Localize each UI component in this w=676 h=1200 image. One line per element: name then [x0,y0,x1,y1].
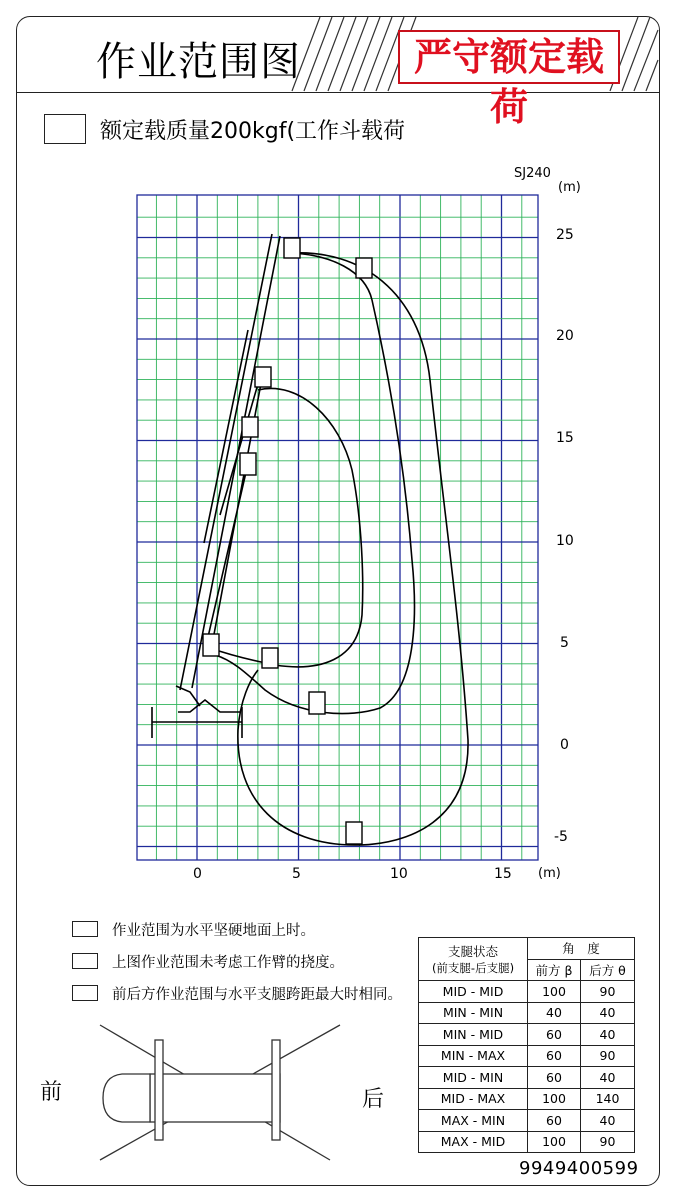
table-row: MAX - MID 100 90 [419,1131,635,1153]
y-tick-minus5: -5 [554,829,568,845]
front-label: 前 [40,1080,63,1105]
table-row: MID - MAX 100 140 [419,1088,635,1110]
table-header-angle: 角 度 [528,938,635,960]
outrigger-angle-table [418,937,635,1153]
warning-badge: 严守额定载荷 [398,30,620,84]
x-tick-5: 5 [292,866,301,882]
rated-load-label: 额定载质量200kgf(工作斗载荷 [100,119,406,144]
page-title: 作业范围图 [96,39,301,85]
table-row: MIN - MAX 60 90 [419,1045,635,1067]
table-row: MID - MIN 60 40 [419,1067,635,1089]
table-row: MIN - MIN 40 40 [419,1002,635,1024]
y-tick-15: 15 [556,430,574,446]
note-1: 作业范围为水平坚硬地面上时。 [112,923,315,939]
table-row: MID - MID 100 90 [419,981,635,1003]
table-header-front: 前方 β [528,959,581,981]
rear-label: 后 [362,1087,385,1112]
table-header-rear: 后方 θ [581,959,635,981]
y-unit-label: (m) [558,180,581,195]
y-tick-20: 20 [556,328,574,344]
y-tick-10: 10 [556,533,574,549]
y-tick-25: 25 [556,227,574,243]
table-header-state: 支腿状态 (前支腿-后支腿) [419,938,528,981]
note-3: 前后方作业范围与水平支腿跨距最大时相同。 [112,987,402,1003]
x-unit-label: (m) [538,866,561,881]
x-tick-0: 0 [193,866,202,882]
y-tick-0: 0 [560,737,569,753]
x-tick-15: 15 [494,866,512,882]
table-row: MIN - MID 60 40 [419,1024,635,1046]
y-tick-5: 5 [560,635,569,651]
model-label: SJ240 [514,166,551,181]
note-2: 上图作业范围未考虑工作臂的挠度。 [112,955,344,971]
phone-number: 9949400599 [519,1158,639,1179]
x-tick-10: 10 [390,866,408,882]
table-row: MAX - MIN 60 40 [419,1110,635,1132]
